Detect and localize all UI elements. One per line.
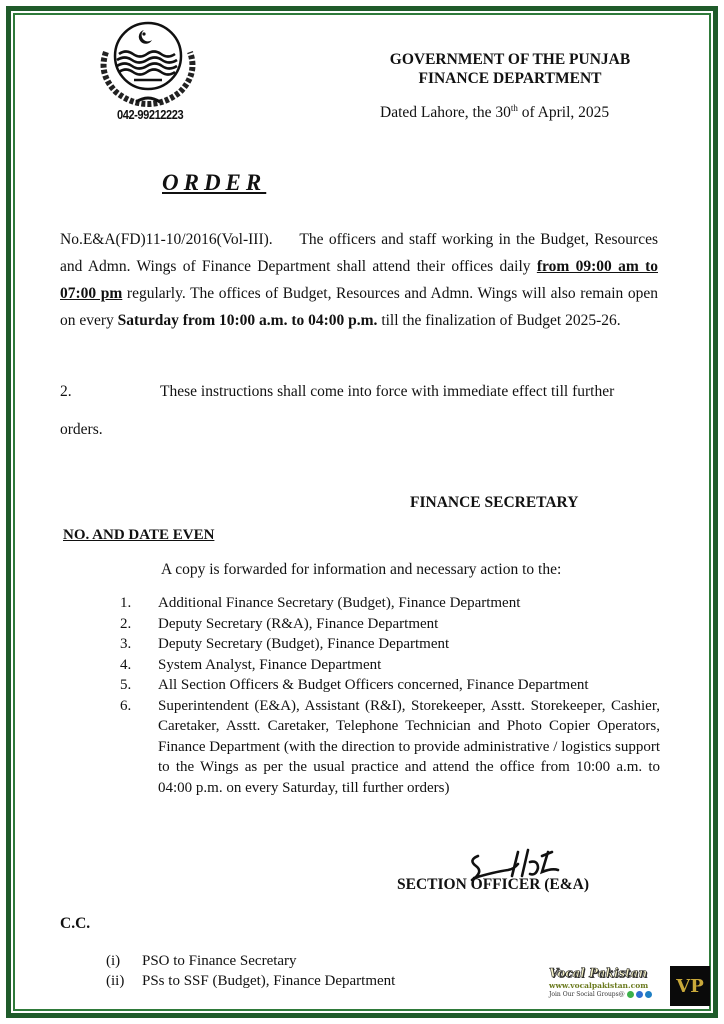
list-number: 4.: [120, 656, 132, 673]
endorsement-heading: NO. AND DATE EVEN: [63, 527, 215, 543]
punjab-emblem-icon: [92, 18, 204, 110]
para1-text-a: The officers and staff working in the Budget, Resources and Admn. Wings of Finance Department shall attend their offices daily: [60, 231, 658, 275]
vocal-pakistan-watermark: [549, 966, 667, 1008]
watermark-title: Vocal Pakistan: [549, 966, 648, 980]
para1-text-c: till the finalization of Budget 2025-26.: [377, 312, 621, 329]
list-item: [120, 655, 660, 676]
order-title: ORDER: [162, 170, 267, 195]
date-ordinal: th: [510, 103, 518, 113]
list-item: [120, 696, 660, 799]
para2-number: 2.: [60, 383, 72, 400]
list-number: 1.: [120, 595, 132, 611]
list-text: Additional Finance Secretary (Budget), Finance Department: [158, 595, 521, 611]
list-number: 2.: [120, 615, 132, 632]
list-text: System Analyst, Finance Department: [158, 656, 382, 673]
list-text: Deputy Secretary (Budget), Finance Department: [158, 636, 450, 652]
letterhead-title: [375, 50, 645, 88]
linkedin-icon[interactable]: [645, 991, 652, 998]
order-paragraph-1: [60, 226, 658, 334]
order-reference: No.E&A(FD)11-10/2016(Vol-III).: [60, 231, 273, 248]
list-item: [120, 675, 660, 696]
vocal-pakistan-logo: VP: [670, 966, 710, 1006]
government-name: GOVERNMENT OF THE PUNJAB: [389, 51, 631, 68]
facebook-icon[interactable]: [636, 991, 643, 998]
watermark-join-text: Join Our Social Groups@: [549, 991, 625, 998]
saturday-hours: Saturday from 10:00 a.m. to 04:00 p.m.: [117, 312, 378, 329]
watermark-url[interactable]: www.vocalpakistan.com: [549, 981, 649, 990]
date-prefix: Dated Lahore, the 30: [380, 104, 511, 122]
list-item: [106, 951, 395, 971]
para2-text: These instructions shall come into force with immediate effect till further: [160, 383, 615, 400]
para2-continuation: orders.: [60, 421, 103, 438]
list-number: (ii): [106, 973, 125, 989]
para1-text-b: regularly. The offices of Budget, Resources and Admn. Wings will also remain open on every: [60, 285, 658, 329]
list-text: PSO to Finance Secretary: [142, 953, 297, 969]
phone-number: 042-99212223: [117, 107, 184, 122]
list-item: [120, 593, 660, 614]
list-item: [120, 614, 660, 635]
distribution-list: [120, 593, 660, 798]
endorsement-intro: A copy is forwarded for information and necessary action to the:: [161, 561, 562, 578]
finance-secretary-signatory: FINANCE SECRETARY: [410, 494, 579, 511]
watermark-join: [549, 991, 667, 998]
cc-list: [106, 951, 395, 991]
list-item: [106, 971, 395, 991]
whatsapp-icon[interactable]: [627, 991, 634, 998]
list-text: Deputy Secretary (R&A), Finance Department: [158, 615, 439, 632]
list-number: 6.: [120, 697, 132, 714]
page-border-inner: [13, 13, 711, 1011]
date-line: [380, 103, 609, 122]
list-number: 5.: [120, 677, 132, 693]
list-number: (i): [106, 953, 121, 969]
list-text: All Section Officers & Budget Officers concerned, Finance Department: [158, 677, 589, 693]
section-officer-signatory: SECTION OFFICER (E&A): [397, 876, 590, 893]
list-number: 3.: [120, 636, 132, 652]
list-text: Superintendent (E&A), Assistant (R&I), Storekeeper, Asstt. Storekeeper, Cashier, Caretaker, Asstt. Caretaker, Telephone Technician and Photo Copier Operators, Finance Department (with the direction to provide administrative / logistics support to the Wings as per the usual practice and attend the office from 10:00 a.m. to 04:00 p.m. on every Saturday, till further orders): [158, 697, 660, 796]
cc-label: C.C.: [60, 915, 91, 932]
list-item: [120, 634, 660, 655]
office-hours: from 09:00 am to 07:00 pm: [60, 258, 658, 302]
date-suffix: of April, 2025: [517, 104, 610, 122]
department-name: FINANCE DEPARTMENT: [418, 70, 602, 87]
list-text: PSs to SSF (Budget), Finance Department: [142, 973, 396, 989]
